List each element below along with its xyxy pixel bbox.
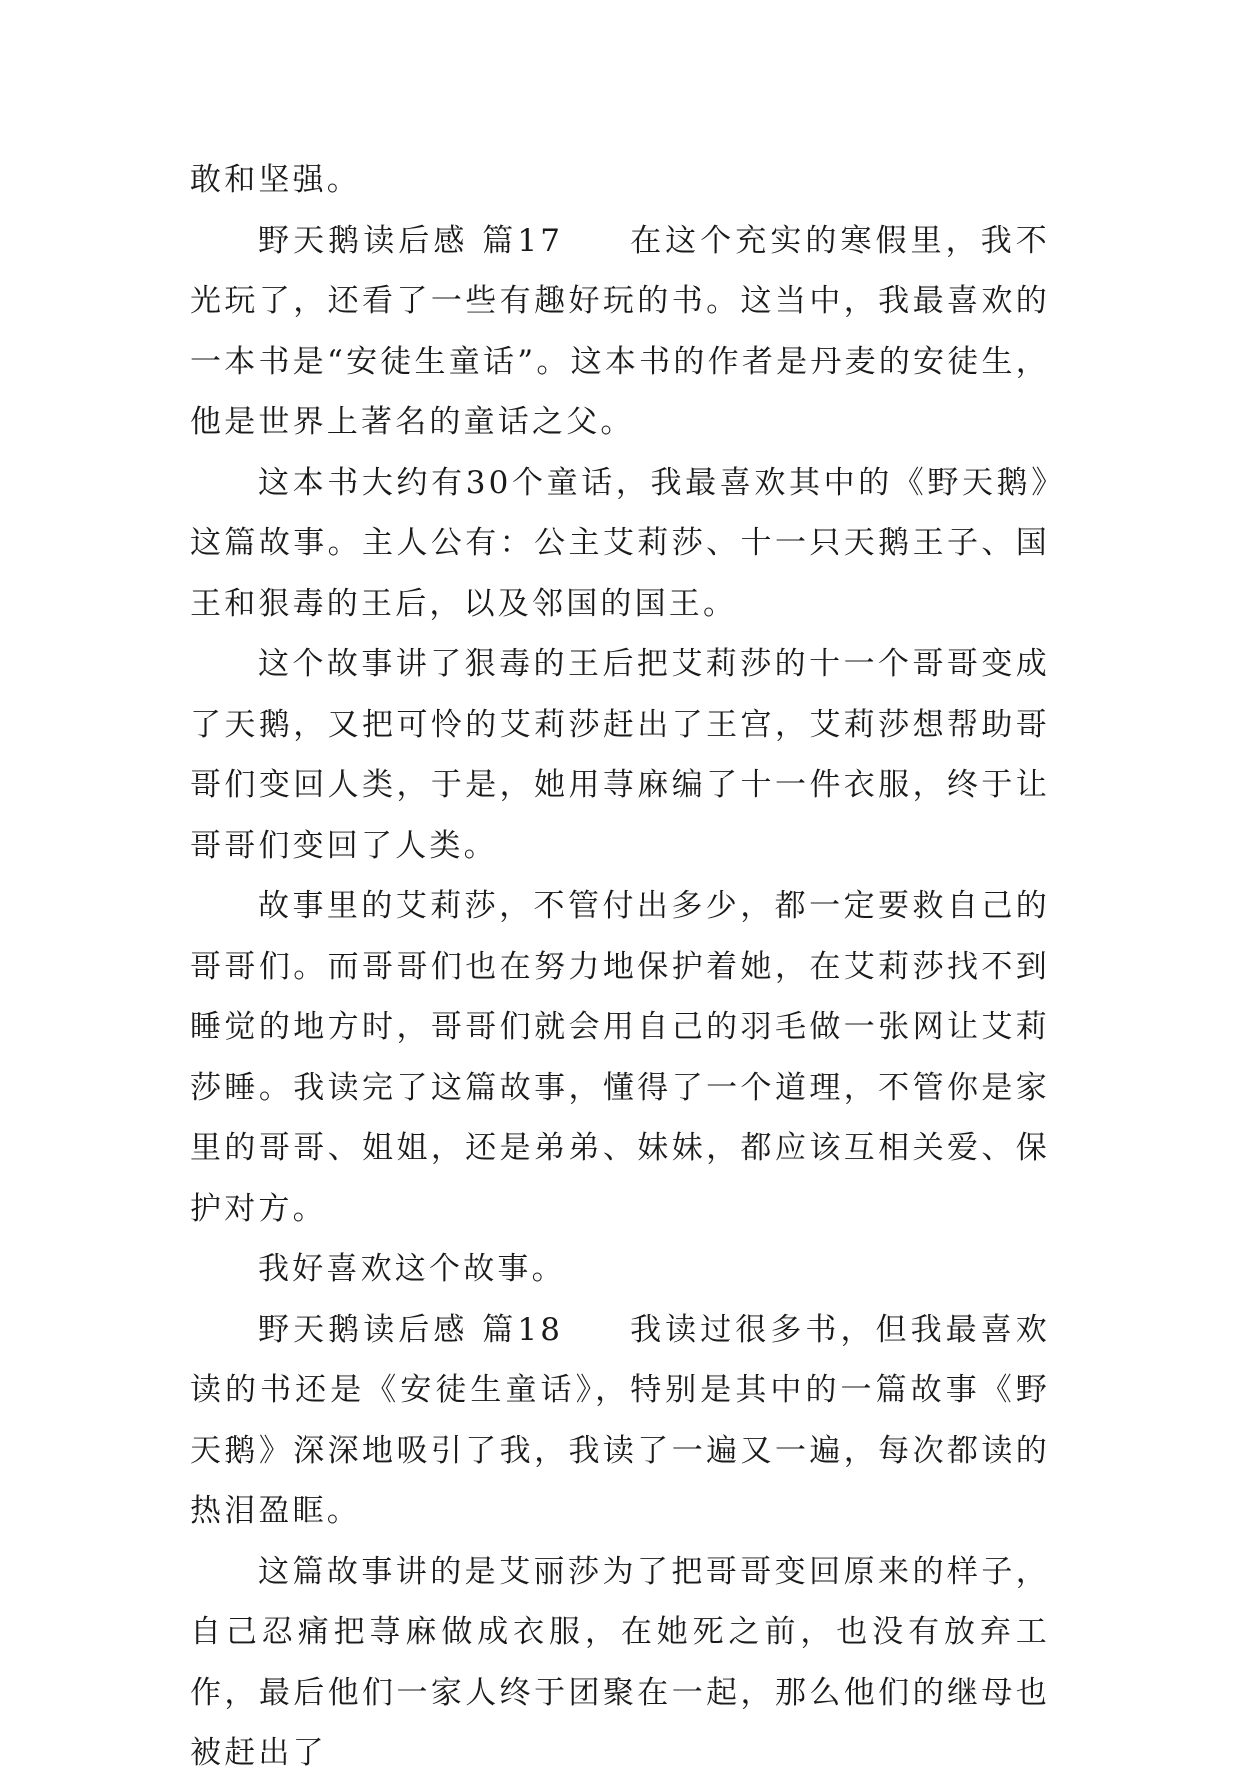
essay-heading: 野天鹅读后感 篇18 bbox=[258, 1311, 564, 1348]
paragraph-continuation: 敢和坚强。 bbox=[190, 162, 361, 198]
paragraph: 这篇故事讲的是艾丽莎为了把哥哥变回原来的样子，自己忍痛把荨麻做成衣服，在她死之前，也没有放弃工作，最后他们一家人终于团聚在一起，那么他们的继母也被赶出了 bbox=[190, 1553, 1050, 1771]
document-page bbox=[190, 150, 1050, 1784]
paragraph: 我好喜欢这个故事。 bbox=[258, 1251, 566, 1287]
paragraph: 故事里的艾莉莎，不管付出多少，都一定要救自己的哥哥们。而哥哥们也在努力地保护着她，在艾莉莎找不到睡觉的地方时，哥哥们就会用自己的羽毛做一张网让艾莉莎睡。我读完了这篇故事，懂得了一个道理，不管你是家里的哥哥、姐姐，还是弟弟、妹妹，都应该互相关爱、保护对方。 bbox=[190, 888, 1050, 1227]
paragraph-essay-17-intro: 野天鹅读后感 篇17 在这个充实的寒假里，我不光玩了，还看了一些有趣好玩的书。这当中，我最喜欢的一本书是“安徒生童话”。这本书的作者是丹麦的安徒生，他是世界上著名的童话之父。 bbox=[190, 222, 1050, 440]
paragraph-essay-18-intro: 野天鹅读后感 篇18 我读过很多书，但我最喜欢读的书还是《安徒生童话》，特别是其中的一篇故事《野天鹅》深深地吸引了我，我读了一遍又一遍，每次都读的热泪盈眶。 bbox=[190, 1311, 1050, 1529]
paragraph: 这本书大约有30个童话，我最喜欢其中的《野天鹅》这篇故事。主人公有：公主艾莉莎、十一只天鹅王子、国王和狠毒的王后，以及邻国的国王。 bbox=[190, 464, 1050, 622]
essay-heading: 野天鹅读后感 篇17 bbox=[258, 222, 564, 259]
paragraph: 这个故事讲了狠毒的王后把艾莉莎的十一个哥哥变成了天鹅，又把可怜的艾莉莎赶出了王宫，艾莉莎想帮助哥哥们变回人类，于是，她用荨麻编了十一件衣服，终于让哥哥们变回了人类。 bbox=[190, 646, 1050, 864]
